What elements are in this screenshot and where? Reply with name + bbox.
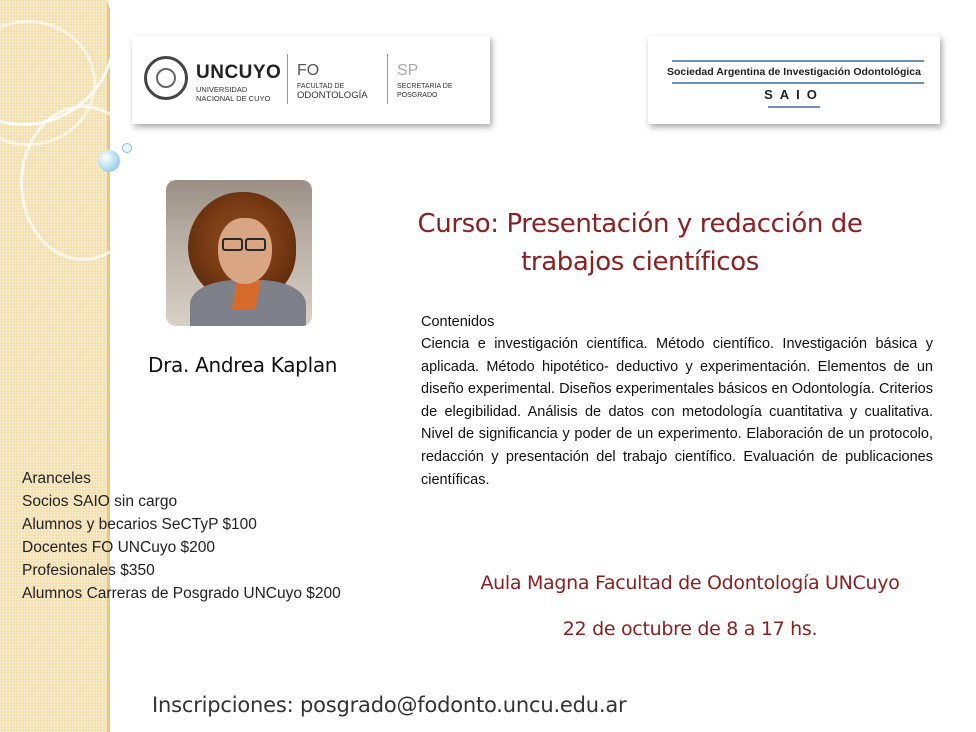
saio-acronym: SAIO [764, 87, 824, 102]
speaker-photo [166, 180, 312, 326]
decorative-bubble-small [122, 143, 132, 153]
strip-edge [107, 0, 110, 732]
saio-logo [648, 36, 940, 124]
fee-item: Docentes FO UNCuyo $200 [22, 539, 215, 556]
decorative-bubble [98, 150, 120, 172]
university-seal-icon [144, 56, 188, 100]
fees-heading: Aranceles [22, 470, 91, 487]
course-title-line1: Curso: Presentación y redacción de [417, 209, 863, 239]
speaker-name: Dra. Andrea Kaplan [148, 353, 338, 377]
fee-item: Profesionales $350 [22, 562, 155, 579]
logo-divider [287, 54, 288, 104]
saio-top-line [672, 60, 924, 62]
saio-name: Sociedad Argentina de Investigación Odontológica [667, 66, 921, 78]
fee-item: Socios SAIO sin cargo [22, 493, 178, 510]
venue: Aula Magna Facultad de Odontología UNCuyo [480, 572, 900, 594]
fo-line2: ODONTOLOGÍA [297, 90, 368, 101]
photo-glasses-left [222, 238, 243, 251]
fo-acronym: FO [297, 62, 320, 79]
uncuyo-name: UNCUYO [196, 62, 282, 83]
sp-acronym: SP [397, 62, 419, 79]
uncuyo-subtitle: UNIVERSIDAD NACIONAL DE CUYO [196, 85, 271, 103]
course-title-line2: trabajos científicos [521, 247, 759, 277]
contents-text: Ciencia e investigación científica. Método científico. Investigación básica y aplicada. Método hipotético- deductivo y experimentación. Elementos de un diseño experimental. Diseños experimentales básicos en Odontología. Criterios de elegibilidad. Análisis de datos con metodología cuantitativa y cualitativa. Nivel de significancia y poder de un experimento. Elaboración de un protocolo, redacción y presentación del trabajo científico. Evaluación de publicaciones científicas. [421, 336, 933, 488]
uncuyo-logo [132, 36, 490, 124]
saio-middle-line [672, 82, 924, 84]
logo-divider [387, 54, 388, 104]
contents-heading: Contenidos [421, 314, 495, 330]
fee-item: Alumnos Carreras de Posgrado UNCuyo $200 [22, 585, 341, 602]
fo-line1: FACULTAD DE [297, 83, 345, 90]
photo-face [218, 218, 272, 284]
sp-subtitle: SECRETARIA DE POSGRADO [397, 83, 453, 99]
registration-info: Inscripciones: posgrado@fodonto.uncu.edu.ar [152, 693, 627, 717]
course-title [380, 205, 900, 281]
photo-glasses-right [245, 238, 266, 251]
fo-subtitle [297, 82, 368, 101]
event-date: 22 de octubre de 8 a 17 hs. [562, 618, 818, 640]
fee-item: Alumnos y becarios SeCTyP $100 [22, 516, 257, 533]
saio-bottom-line [768, 106, 820, 108]
fees-list [22, 467, 341, 605]
